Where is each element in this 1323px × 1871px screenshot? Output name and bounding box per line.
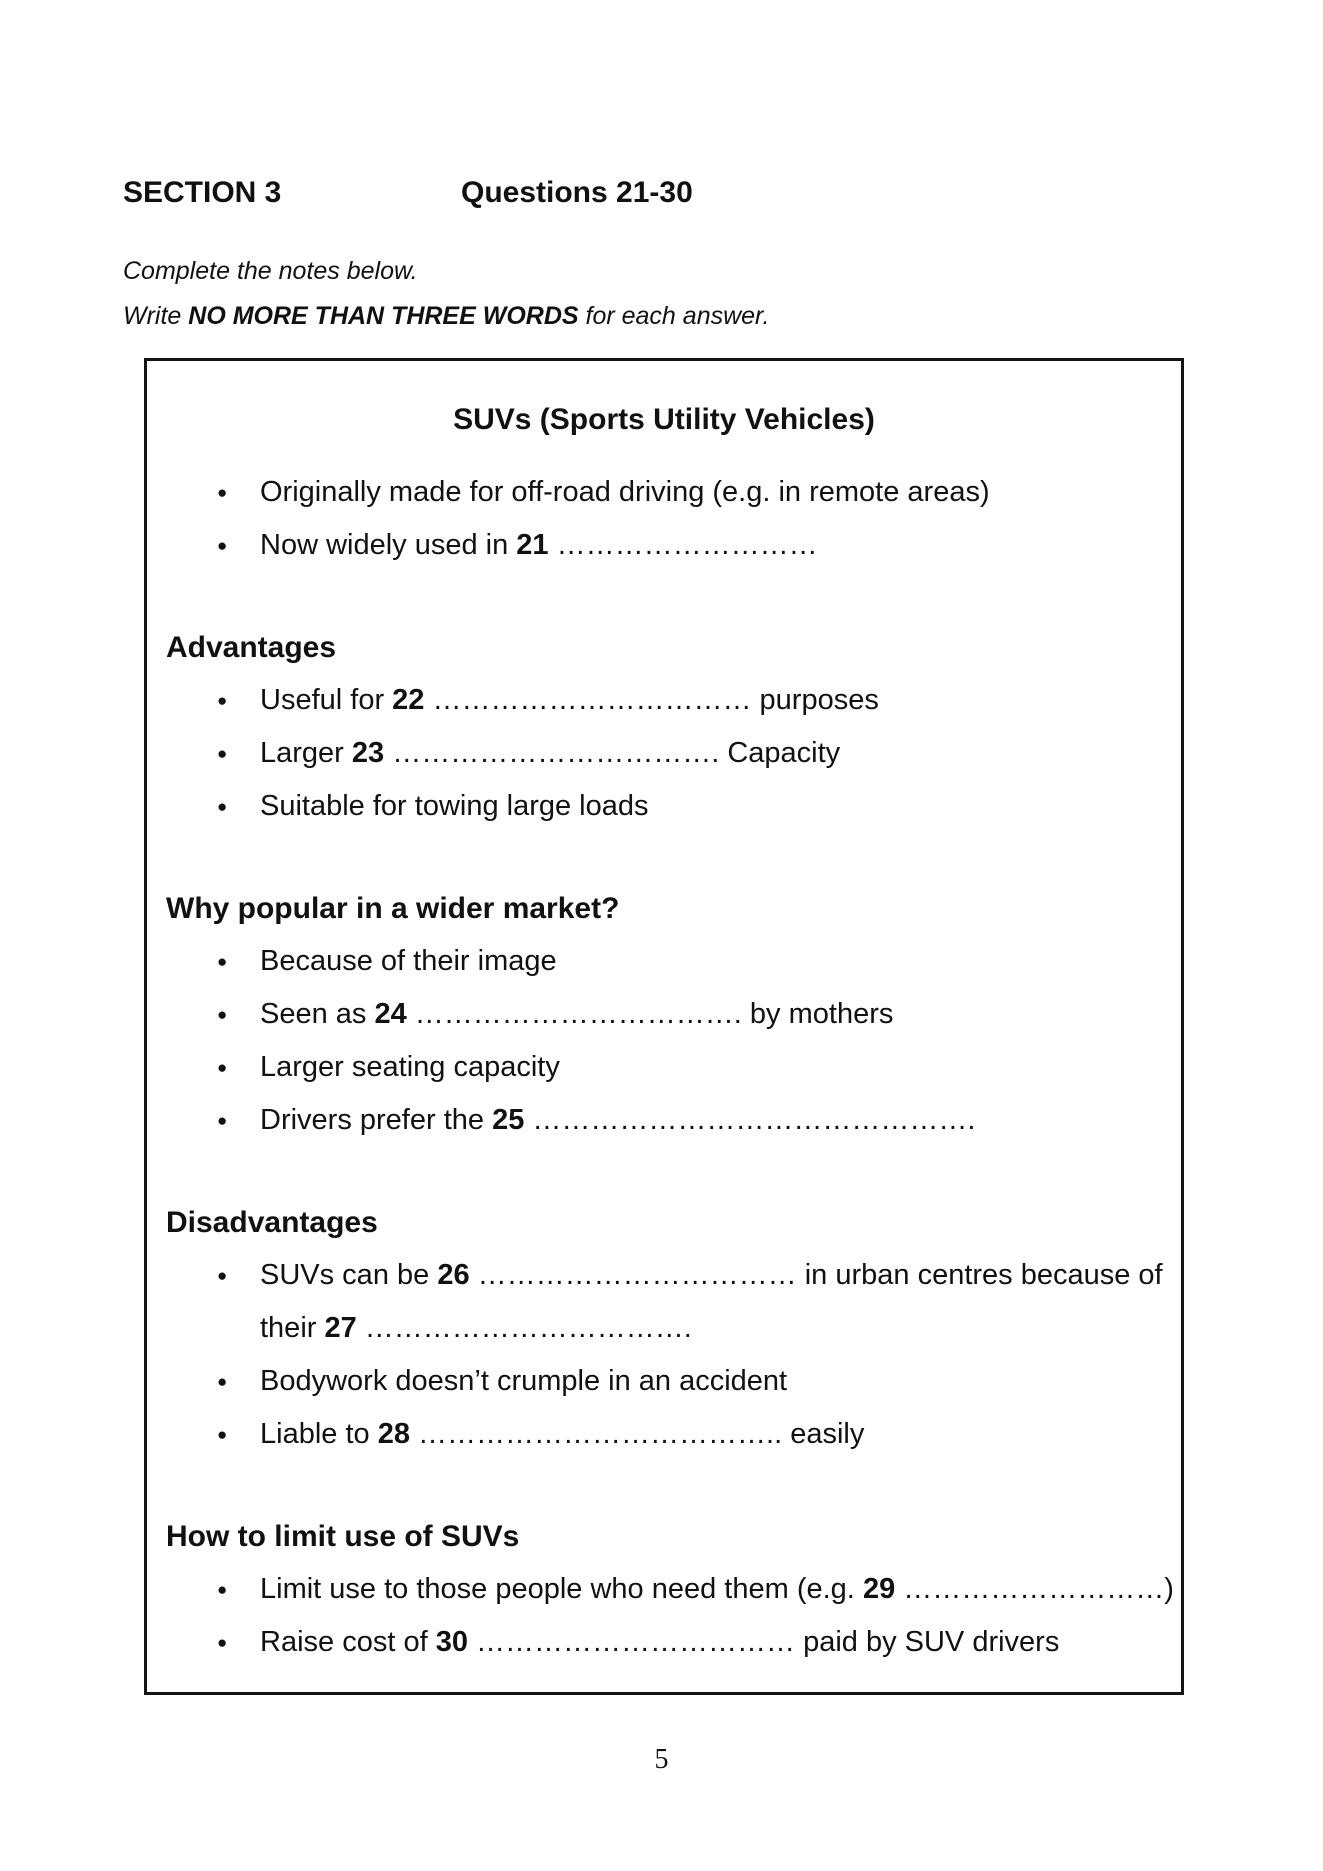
bullet-text-segment: ……………………………. xyxy=(356,1312,692,1344)
bullet-item xyxy=(147,519,1181,572)
bullet-text xyxy=(260,935,1181,988)
question-number: 26 xyxy=(437,1259,470,1291)
bullet-text-segment: SUVs can be xyxy=(260,1259,438,1291)
bullet-icon: ● xyxy=(217,1111,228,1130)
bullet-text-segment: ……………………………….. easily xyxy=(409,1418,865,1450)
bullet-text xyxy=(260,1249,1181,1355)
bullet-icon: ● xyxy=(217,1425,228,1444)
notes-section xyxy=(147,882,1181,1147)
notes-section xyxy=(147,621,1181,833)
instruction-write xyxy=(123,294,769,339)
questions-range-label: Questions 21-30 xyxy=(461,176,693,209)
question-number: 25 xyxy=(492,1104,525,1136)
bullet-text xyxy=(260,674,1181,727)
instruction-complete: Complete the notes below. xyxy=(123,257,418,285)
bullet-icon: ● xyxy=(217,797,228,816)
bullet-icon: ● xyxy=(217,536,228,555)
bullet-item xyxy=(147,1094,1181,1147)
bullet-text-segment: Limit use to those people who need them (e.g. xyxy=(260,1573,863,1605)
bullet-text-segment: …………………………… in urban centres because of xyxy=(469,1259,1163,1291)
bullet-text-segment: Now widely used in xyxy=(260,529,517,561)
bullet-text xyxy=(260,1041,1181,1094)
question-number: 30 xyxy=(435,1626,468,1658)
bullet-icon: ● xyxy=(217,1058,228,1077)
instructions xyxy=(123,249,769,339)
bullet-item xyxy=(147,1249,1181,1355)
notes-section xyxy=(147,466,1181,572)
bullet-text-segment: Because of their image xyxy=(260,945,557,977)
bullet-item xyxy=(147,935,1181,988)
section-heading: Why popular in a wider market? xyxy=(166,892,620,925)
question-number: 28 xyxy=(377,1418,410,1450)
bullet-text-segment: ………………………………………. xyxy=(524,1104,976,1136)
notes-box xyxy=(144,358,1184,1695)
section-heading: How to limit use of SUVs xyxy=(166,1520,520,1553)
instruction-write-post: for each answer. xyxy=(578,302,770,330)
question-number: 29 xyxy=(862,1573,896,1605)
bullet-text-segment: …………………………… paid by SUV drivers xyxy=(467,1626,1060,1658)
bullet-text xyxy=(260,1563,1181,1616)
notes-section xyxy=(147,1510,1181,1669)
bullet-text-segment: Suitable for towing large loads xyxy=(260,790,649,822)
bullet-text-segment: Raise cost of xyxy=(260,1626,436,1658)
bullet-icon: ● xyxy=(217,1580,228,1599)
bullet-icon: ● xyxy=(217,1372,228,1391)
instruction-write-pre: Write xyxy=(123,302,189,330)
bullet-text-segment: Larger seating capacity xyxy=(260,1051,560,1083)
bullet-text-segment: Originally made for off-road driving (e.g. in remote areas) xyxy=(260,476,990,508)
bullet-icon: ● xyxy=(217,1005,228,1024)
bullet-item xyxy=(147,988,1181,1041)
notes-title: SUVs (Sports Utility Vehicles) xyxy=(453,403,875,436)
question-number: 24 xyxy=(374,998,407,1030)
notes-body xyxy=(147,466,1181,1669)
bullet-text-segment: Seen as xyxy=(260,998,375,1030)
bullet-text xyxy=(260,727,1181,780)
question-number: 22 xyxy=(392,684,425,716)
bullet-item xyxy=(147,1563,1181,1616)
bullet-icon: ● xyxy=(217,483,228,502)
bullet-text-segment: ……………………………. by mothers xyxy=(406,998,894,1030)
bullet-text-segment: Larger xyxy=(260,737,352,769)
bullet-icon: ● xyxy=(217,744,228,763)
bullet-icon: ● xyxy=(217,691,228,710)
bullet-text-segment: their xyxy=(260,1312,325,1344)
section-heading: Disadvantages xyxy=(166,1206,378,1239)
bullet-text xyxy=(260,1094,1181,1147)
bullet-text xyxy=(260,1408,1181,1461)
bullet-item xyxy=(147,727,1181,780)
bullet-text xyxy=(260,519,1181,572)
bullet-item xyxy=(147,1616,1181,1669)
question-number: 21 xyxy=(516,529,549,561)
bullet-text xyxy=(260,466,1181,519)
bullet-icon: ● xyxy=(217,1266,228,1285)
bullet-text xyxy=(260,1355,1181,1408)
bullet-item xyxy=(147,1355,1181,1408)
section-label: SECTION 3 xyxy=(123,176,282,209)
bullet-item xyxy=(147,780,1181,833)
doc-header xyxy=(123,176,693,210)
bullet-icon: ● xyxy=(217,952,228,971)
bullet-text-segment: Useful for xyxy=(260,684,393,716)
page-number: 5 xyxy=(654,1744,669,1775)
instruction-write-bold: NO MORE THAN THREE WORDS xyxy=(188,302,579,330)
bullet-text-segment: ……………………………. Capacity xyxy=(384,737,841,769)
bullet-text-segment: …………………………… purposes xyxy=(424,684,879,716)
bullet-text xyxy=(260,1616,1181,1669)
bullet-item xyxy=(147,1408,1181,1461)
bullet-item xyxy=(147,1041,1181,1094)
section-heading: Advantages xyxy=(166,631,337,664)
bullet-item xyxy=(147,466,1181,519)
bullet-text-segment: Drivers prefer the xyxy=(260,1104,493,1136)
bullet-text xyxy=(260,780,1181,833)
question-number: 27 xyxy=(324,1312,357,1344)
bullet-text-segment: ……………………… xyxy=(548,529,818,561)
bullet-item xyxy=(147,674,1181,727)
bullet-text-segment: ………………………) xyxy=(895,1573,1174,1605)
bullet-icon: ● xyxy=(217,1633,228,1652)
bullet-text-segment: Liable to xyxy=(260,1418,378,1450)
notes-section xyxy=(147,1196,1181,1461)
bullet-text-segment: Bodywork doesn’t crumple in an accident xyxy=(260,1365,788,1397)
question-number: 23 xyxy=(351,737,385,769)
bullet-text xyxy=(260,988,1181,1041)
